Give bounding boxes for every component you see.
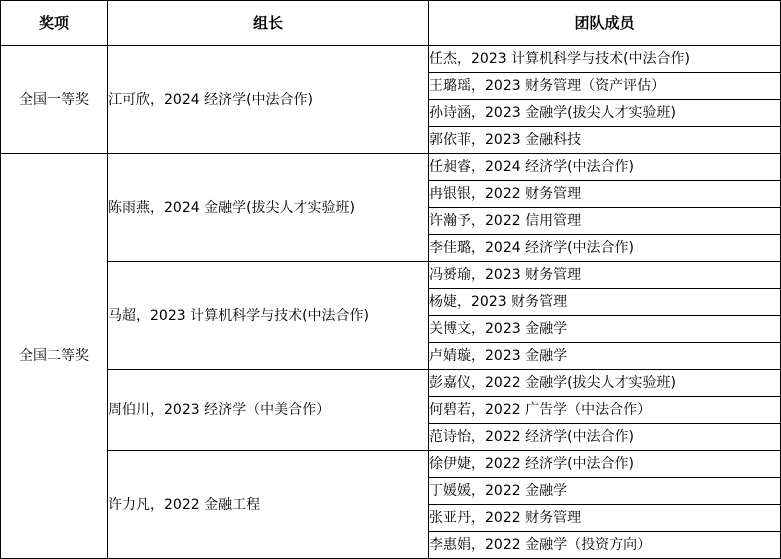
table-row	[1, 451, 781, 478]
member-cell: 范诗怡，2022 经济学(中法合作)	[429, 424, 781, 451]
table-row	[1, 46, 781, 73]
header-leader: 组长	[108, 1, 429, 46]
header-award: 奖项	[1, 1, 108, 46]
table-row	[1, 370, 781, 397]
leader-cell: 周伯川，2023 经济学（中美合作）	[108, 370, 429, 451]
member-cell: 孙诗涵，2023 金融学(拔尖人才实验班)	[429, 100, 781, 127]
header-row	[1, 1, 781, 46]
leader-cell: 马超，2023 计算机科学与技术(中法合作)	[108, 262, 429, 370]
member-cell: 任昶睿，2024 经济学(中法合作)	[429, 154, 781, 181]
member-cell: 何碧若，2022 广告学（中法合作）	[429, 397, 781, 424]
member-cell: 冉银银，2022 财务管理	[429, 181, 781, 208]
member-cell: 冯赟瑜，2023 财务管理	[429, 262, 781, 289]
leader-cell: 许力凡，2022 金融工程	[108, 451, 429, 559]
member-cell: 李佳璐，2024 经济学(中法合作)	[429, 235, 781, 262]
member-cell: 关博文，2023 金融学	[429, 316, 781, 343]
header-members: 团队成员	[429, 1, 781, 46]
member-cell: 彭嘉仪，2022 金融学(拔尖人才实验班)	[429, 370, 781, 397]
award-cell: 全国二等奖	[1, 154, 108, 559]
table-row	[1, 154, 781, 181]
member-cell: 许瀚予，2022 信用管理	[429, 208, 781, 235]
leader-cell: 陈雨燕，2024 金融学(拔尖人才实验班)	[108, 154, 429, 262]
member-cell: 王璐瑶，2023 财务管理（资产评估）	[429, 73, 781, 100]
member-cell: 张亚丹，2022 财务管理	[429, 505, 781, 532]
member-cell: 杨婕，2023 财务管理	[429, 289, 781, 316]
member-cell: 李惠娟，2022 金融学（投资方向）	[429, 532, 781, 559]
leader-cell: 江可欣，2024 经济学(中法合作)	[108, 46, 429, 154]
table-row	[1, 262, 781, 289]
member-cell: 卢婧璇，2023 金融学	[429, 343, 781, 370]
member-cell: 郭依菲，2023 金融科技	[429, 127, 781, 154]
award-cell: 全国一等奖	[1, 46, 108, 154]
member-cell: 徐伊婕，2022 经济学(中法合作)	[429, 451, 781, 478]
member-cell: 丁媛媛，2022 金融学	[429, 478, 781, 505]
member-cell: 任杰，2023 计算机科学与技术(中法合作)	[429, 46, 781, 73]
